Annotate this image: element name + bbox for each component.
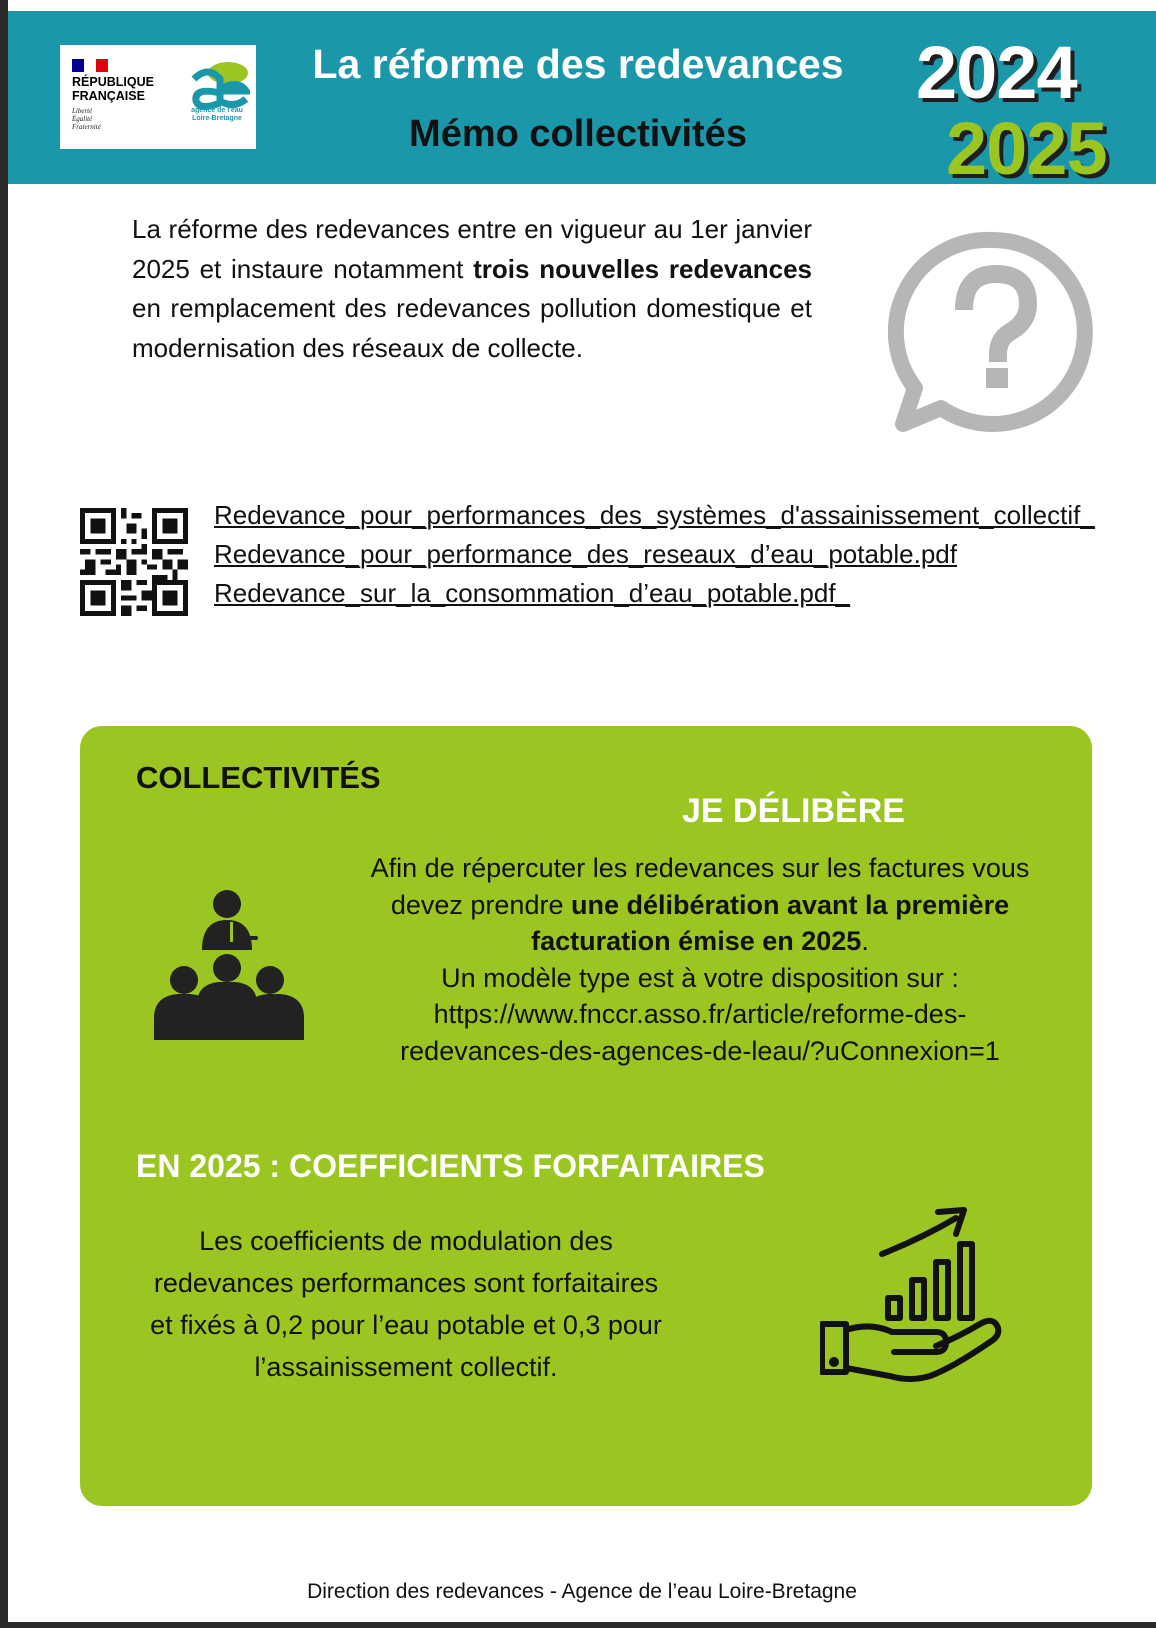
- collectivites-panel: [80, 726, 1092, 1506]
- deliberation-text: [340, 850, 1060, 1069]
- meeting-icon: [154, 888, 304, 1040]
- intro-paragraph: [132, 210, 812, 368]
- je-delibere-heading: JE DÉLIBÈRE: [682, 792, 905, 830]
- year-2024: 2024: [916, 31, 1077, 114]
- question-bubble-icon: [888, 228, 1098, 438]
- marianne-flag-icon: [72, 59, 108, 72]
- coefficients-text: Les coefficients de modulation des redevances performances sont forfaitaires et fixés à 0,2 pour l’eau potable et 0,3 pour l’assainissement collectif.: [150, 1226, 662, 1382]
- delib-text-3: Un modèle type est à votre disposition sur :: [441, 962, 959, 993]
- year-2025: 2025: [946, 107, 1107, 190]
- coefficients-heading: EN 2025 : COEFFICIENTS FORFAITAIRES: [136, 1148, 765, 1184]
- intro-bold: trois nouvelles redevances: [473, 253, 812, 284]
- delib-text-1: Afin de répercuter les redevances sur les factures vous devez prendre: [370, 853, 1030, 920]
- page-subtitle: Mémo collectivités: [409, 113, 747, 155]
- delib-text-bold: une délibération avant la première facturation émise en 2025: [531, 889, 1010, 956]
- page: [8, 0, 1156, 1622]
- qr-code-icon[interactable]: [80, 508, 188, 616]
- agence-eau-caption: agence de l'eau Loire-Bretagne: [191, 107, 243, 122]
- republique-francaise-logo-text: RÉPUBLIQUE FRANÇAISE: [72, 75, 154, 103]
- link-redevance-assainissement[interactable]: Redevance_pour_performances_des_systèmes_d'assainissement_collectif_: [214, 500, 1095, 530]
- agence-eau-logo-icon: [184, 53, 250, 141]
- fnccr-url-line2[interactable]: redevances-des-agences-de-leau/?uConnexion=1: [400, 1035, 1000, 1066]
- link-redevance-reseaux-eau-potable[interactable]: Redevance_pour_performance_des_reseaux_d’eau_potable.pdf: [214, 539, 957, 569]
- growth-hand-icon: [820, 1206, 1010, 1386]
- republique-motto: Liberté Égalité Fraternité: [72, 107, 101, 131]
- fnccr-url-line1[interactable]: https://www.fnccr.asso.fr/article/reforme-des-: [433, 999, 967, 1029]
- intro-text-2: en remplacement des redevances pollution domestique et modernisation des réseaux de collecte.: [132, 293, 812, 363]
- header-banner: [8, 11, 1156, 190]
- logos: [60, 45, 256, 149]
- document-links: [214, 496, 1094, 613]
- page-title: La réforme des redevances: [312, 41, 844, 87]
- footer-text: Direction des redevances - Agence de l’eau Loire-Bretagne: [307, 1580, 857, 1603]
- collectivites-heading: COLLECTIVITÉS: [136, 760, 381, 795]
- delib-text-2: .: [861, 926, 869, 956]
- intro-text-1: La réforme des redevances entre en vigueur au 1er janvier 2025 et instaure notamment: [132, 214, 812, 284]
- link-redevance-consommation-eau-potable[interactable]: Redevance_sur_la_consommation_d’eau_potable.pdf_: [214, 578, 851, 608]
